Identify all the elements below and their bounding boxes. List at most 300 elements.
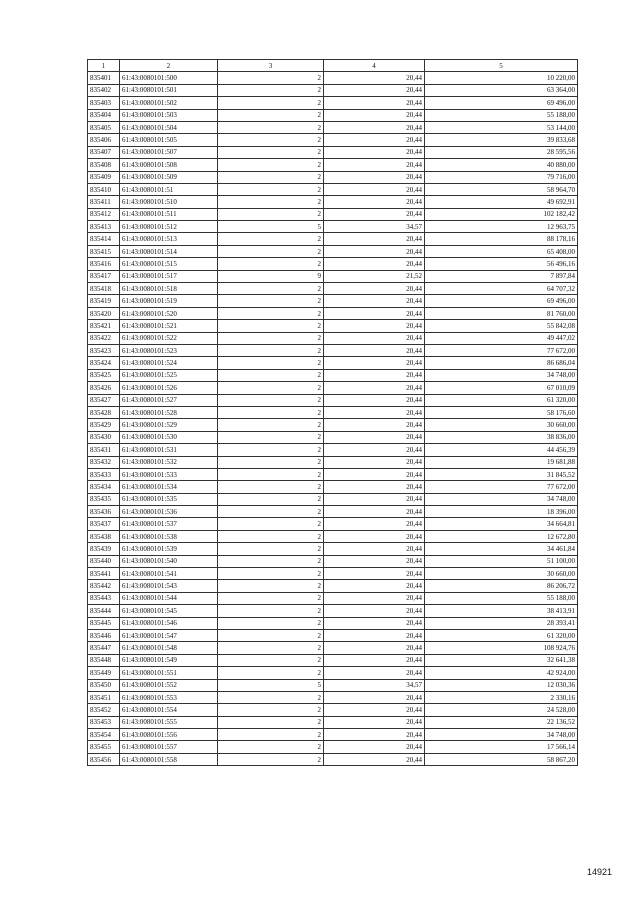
category-cell: 2 bbox=[218, 543, 324, 555]
cadastral-number-cell: 61:43:0080101:545 bbox=[120, 605, 218, 617]
rate-cell: 20,44 bbox=[324, 357, 425, 369]
rate-cell: 20,44 bbox=[324, 468, 425, 480]
row-number-cell: 835440 bbox=[88, 555, 120, 567]
value-cell: 39 833,68 bbox=[425, 134, 578, 146]
value-cell: 51 100,00 bbox=[425, 555, 578, 567]
cadastral-number-cell: 61:43:0080101:541 bbox=[120, 568, 218, 580]
table-row bbox=[88, 654, 578, 666]
cadastral-number-cell: 61:43:0080101:543 bbox=[120, 580, 218, 592]
category-cell: 2 bbox=[218, 704, 324, 716]
table-body bbox=[88, 72, 578, 766]
table-row bbox=[88, 729, 578, 741]
table-row bbox=[88, 159, 578, 171]
table-row bbox=[88, 617, 578, 629]
row-number-cell: 835447 bbox=[88, 642, 120, 654]
rate-cell: 20,44 bbox=[324, 704, 425, 716]
category-cell: 2 bbox=[218, 109, 324, 121]
category-cell: 2 bbox=[218, 481, 324, 493]
table-row bbox=[88, 704, 578, 716]
rate-cell: 20,44 bbox=[324, 729, 425, 741]
value-cell: 12 963,75 bbox=[425, 221, 578, 233]
table-row bbox=[88, 518, 578, 530]
value-cell: 61 320,00 bbox=[425, 394, 578, 406]
cadastral-number-cell: 61:43:0080101:552 bbox=[120, 679, 218, 691]
table-row bbox=[88, 530, 578, 542]
table-row bbox=[88, 753, 578, 765]
cadastral-number-cell: 61:43:0080101:515 bbox=[120, 258, 218, 270]
rate-cell: 20,44 bbox=[324, 642, 425, 654]
row-number-cell: 835437 bbox=[88, 518, 120, 530]
category-cell: 2 bbox=[218, 121, 324, 133]
rate-cell: 20,44 bbox=[324, 741, 425, 753]
category-cell: 2 bbox=[218, 580, 324, 592]
value-cell: 34 748,00 bbox=[425, 493, 578, 505]
row-number-cell: 835421 bbox=[88, 320, 120, 332]
row-number-cell: 835403 bbox=[88, 97, 120, 109]
rate-cell: 20,44 bbox=[324, 592, 425, 604]
value-cell: 61 320,00 bbox=[425, 629, 578, 641]
value-cell: 22 136,52 bbox=[425, 716, 578, 728]
rate-cell: 20,44 bbox=[324, 629, 425, 641]
cadastral-number-cell: 61:43:0080101:522 bbox=[120, 332, 218, 344]
table-row bbox=[88, 679, 578, 691]
rate-cell: 20,44 bbox=[324, 394, 425, 406]
rate-cell: 20,44 bbox=[324, 295, 425, 307]
category-cell: 2 bbox=[218, 84, 324, 96]
value-cell: 30 660,00 bbox=[425, 568, 578, 580]
table-row bbox=[88, 196, 578, 208]
cadastral-number-cell: 61:43:0080101:525 bbox=[120, 369, 218, 381]
rate-cell: 20,44 bbox=[324, 171, 425, 183]
value-cell: 24 528,00 bbox=[425, 704, 578, 716]
table-row bbox=[88, 221, 578, 233]
value-cell: 79 716,00 bbox=[425, 171, 578, 183]
value-cell: 34 748,00 bbox=[425, 369, 578, 381]
cadastral-number-cell: 61:43:0080101:518 bbox=[120, 283, 218, 295]
table-row bbox=[88, 419, 578, 431]
row-number-cell: 835419 bbox=[88, 295, 120, 307]
category-cell: 2 bbox=[218, 617, 324, 629]
rate-cell: 20,44 bbox=[324, 654, 425, 666]
cadastral-number-cell: 61:43:0080101:527 bbox=[120, 394, 218, 406]
cadastral-number-cell: 61:43:0080101:513 bbox=[120, 233, 218, 245]
rate-cell: 20,44 bbox=[324, 753, 425, 765]
category-cell: 2 bbox=[218, 605, 324, 617]
category-cell: 2 bbox=[218, 456, 324, 468]
value-cell: 88 178,16 bbox=[425, 233, 578, 245]
category-cell: 2 bbox=[218, 72, 324, 84]
cadastral-number-cell: 61:43:0080101:523 bbox=[120, 344, 218, 356]
category-cell: 2 bbox=[218, 97, 324, 109]
value-cell: 42 924,00 bbox=[425, 667, 578, 679]
category-cell: 2 bbox=[218, 729, 324, 741]
data-table bbox=[87, 59, 578, 766]
value-cell: 30 660,00 bbox=[425, 419, 578, 431]
value-cell: 58 867,20 bbox=[425, 753, 578, 765]
cadastral-number-cell: 61:43:0080101:524 bbox=[120, 357, 218, 369]
cadastral-number-cell: 61:43:0080101:511 bbox=[120, 208, 218, 220]
value-cell: 69 496,00 bbox=[425, 295, 578, 307]
column-header: 3 bbox=[218, 60, 324, 72]
category-cell: 2 bbox=[218, 431, 324, 443]
rate-cell: 20,44 bbox=[324, 109, 425, 121]
table-row bbox=[88, 183, 578, 195]
rate-cell: 20,44 bbox=[324, 344, 425, 356]
row-number-cell: 835449 bbox=[88, 667, 120, 679]
table-row bbox=[88, 84, 578, 96]
value-cell: 58 964,70 bbox=[425, 183, 578, 195]
rate-cell: 20,44 bbox=[324, 121, 425, 133]
category-cell: 2 bbox=[218, 382, 324, 394]
cadastral-number-cell: 61:43:0080101:548 bbox=[120, 642, 218, 654]
cadastral-number-cell: 61:43:0080101:535 bbox=[120, 493, 218, 505]
cadastral-number-cell: 61:43:0080101:546 bbox=[120, 617, 218, 629]
column-header: 4 bbox=[324, 60, 425, 72]
value-cell: 28 595,56 bbox=[425, 146, 578, 158]
table-row bbox=[88, 431, 578, 443]
cadastral-number-cell: 61:43:0080101:512 bbox=[120, 221, 218, 233]
category-cell: 2 bbox=[218, 159, 324, 171]
rate-cell: 20,44 bbox=[324, 406, 425, 418]
value-cell: 67 010,09 bbox=[425, 382, 578, 394]
category-cell: 2 bbox=[218, 741, 324, 753]
table-row bbox=[88, 134, 578, 146]
table-row bbox=[88, 344, 578, 356]
value-cell: 40 880,00 bbox=[425, 159, 578, 171]
table-row bbox=[88, 394, 578, 406]
table-row bbox=[88, 320, 578, 332]
category-cell: 9 bbox=[218, 270, 324, 282]
row-number-cell: 835426 bbox=[88, 382, 120, 394]
category-cell: 2 bbox=[218, 357, 324, 369]
row-number-cell: 835454 bbox=[88, 729, 120, 741]
category-cell: 2 bbox=[218, 146, 324, 158]
value-cell: 34 664,81 bbox=[425, 518, 578, 530]
row-number-cell: 835420 bbox=[88, 307, 120, 319]
category-cell: 2 bbox=[218, 406, 324, 418]
row-number-cell: 835451 bbox=[88, 691, 120, 703]
row-number-cell: 835411 bbox=[88, 196, 120, 208]
value-cell: 58 176,60 bbox=[425, 406, 578, 418]
table-row bbox=[88, 555, 578, 567]
value-cell: 56 496,16 bbox=[425, 258, 578, 270]
table-row bbox=[88, 97, 578, 109]
row-number-cell: 835455 bbox=[88, 741, 120, 753]
table-row bbox=[88, 456, 578, 468]
value-cell: 86 206,72 bbox=[425, 580, 578, 592]
value-cell: 18 396,00 bbox=[425, 506, 578, 518]
value-cell: 34 461,84 bbox=[425, 543, 578, 555]
category-cell: 2 bbox=[218, 753, 324, 765]
table-row bbox=[88, 332, 578, 344]
row-number-cell: 835427 bbox=[88, 394, 120, 406]
cadastral-number-cell: 61:43:0080101:505 bbox=[120, 134, 218, 146]
value-cell: 77 672,00 bbox=[425, 344, 578, 356]
category-cell: 2 bbox=[218, 568, 324, 580]
row-number-cell: 835406 bbox=[88, 134, 120, 146]
row-number-cell: 835423 bbox=[88, 344, 120, 356]
cadastral-number-cell: 61:43:0080101:526 bbox=[120, 382, 218, 394]
cadastral-number-cell: 61:43:0080101:500 bbox=[120, 72, 218, 84]
value-cell: 38 413,91 bbox=[425, 605, 578, 617]
table-row bbox=[88, 307, 578, 319]
table-row bbox=[88, 741, 578, 753]
rate-cell: 20,44 bbox=[324, 543, 425, 555]
cadastral-number-cell: 61:43:0080101:514 bbox=[120, 245, 218, 257]
column-header: 2 bbox=[120, 60, 218, 72]
category-cell: 2 bbox=[218, 394, 324, 406]
row-number-cell: 835435 bbox=[88, 493, 120, 505]
cadastral-number-cell: 61:43:0080101:553 bbox=[120, 691, 218, 703]
table-row bbox=[88, 295, 578, 307]
category-cell: 2 bbox=[218, 183, 324, 195]
cadastral-number-cell: 61:43:0080101:530 bbox=[120, 431, 218, 443]
category-cell: 2 bbox=[218, 642, 324, 654]
category-cell: 5 bbox=[218, 221, 324, 233]
value-cell: 49 692,91 bbox=[425, 196, 578, 208]
table-row bbox=[88, 506, 578, 518]
cadastral-number-cell: 61:43:0080101:531 bbox=[120, 444, 218, 456]
cadastral-number-cell: 61:43:0080101:536 bbox=[120, 506, 218, 518]
category-cell: 2 bbox=[218, 468, 324, 480]
rate-cell: 20,44 bbox=[324, 84, 425, 96]
rate-cell: 20,44 bbox=[324, 208, 425, 220]
category-cell: 2 bbox=[218, 369, 324, 381]
category-cell: 2 bbox=[218, 530, 324, 542]
row-number-cell: 835418 bbox=[88, 283, 120, 295]
table-row bbox=[88, 543, 578, 555]
cadastral-number-cell: 61:43:0080101:503 bbox=[120, 109, 218, 121]
cadastral-number-cell: 61:43:0080101:502 bbox=[120, 97, 218, 109]
table-row bbox=[88, 109, 578, 121]
cadastral-number-cell: 61:43:0080101:539 bbox=[120, 543, 218, 555]
category-cell: 2 bbox=[218, 493, 324, 505]
row-number-cell: 835456 bbox=[88, 753, 120, 765]
value-cell: 44 456,39 bbox=[425, 444, 578, 456]
value-cell: 55 188,00 bbox=[425, 592, 578, 604]
value-cell: 19 681,88 bbox=[425, 456, 578, 468]
table-row bbox=[88, 208, 578, 220]
column-header: 5 bbox=[425, 60, 578, 72]
table-row bbox=[88, 382, 578, 394]
rate-cell: 20,44 bbox=[324, 530, 425, 542]
rate-cell: 20,44 bbox=[324, 518, 425, 530]
rate-cell: 20,44 bbox=[324, 444, 425, 456]
value-cell: 108 924,76 bbox=[425, 642, 578, 654]
table-row bbox=[88, 605, 578, 617]
row-number-cell: 835417 bbox=[88, 270, 120, 282]
value-cell: 69 496,00 bbox=[425, 97, 578, 109]
category-cell: 2 bbox=[218, 555, 324, 567]
table-row bbox=[88, 580, 578, 592]
column-header: 1 bbox=[88, 60, 120, 72]
cadastral-number-cell: 61:43:0080101:534 bbox=[120, 481, 218, 493]
header-row bbox=[88, 60, 578, 72]
cadastral-number-cell: 61:43:0080101:528 bbox=[120, 406, 218, 418]
row-number-cell: 835441 bbox=[88, 568, 120, 580]
table-row bbox=[88, 72, 578, 84]
value-cell: 86 686,04 bbox=[425, 357, 578, 369]
category-cell: 2 bbox=[218, 654, 324, 666]
row-number-cell: 835430 bbox=[88, 431, 120, 443]
cadastral-number-cell: 61:43:0080101:510 bbox=[120, 196, 218, 208]
cadastral-number-cell: 61:43:0080101:549 bbox=[120, 654, 218, 666]
rate-cell: 20,44 bbox=[324, 283, 425, 295]
row-number-cell: 835453 bbox=[88, 716, 120, 728]
table-row bbox=[88, 258, 578, 270]
row-number-cell: 835425 bbox=[88, 369, 120, 381]
table-row bbox=[88, 406, 578, 418]
table-row bbox=[88, 357, 578, 369]
row-number-cell: 835402 bbox=[88, 84, 120, 96]
value-cell: 17 566,14 bbox=[425, 741, 578, 753]
cadastral-number-cell: 61:43:0080101:520 bbox=[120, 307, 218, 319]
row-number-cell: 835407 bbox=[88, 146, 120, 158]
category-cell: 2 bbox=[218, 667, 324, 679]
cadastral-number-cell: 61:43:0080101:501 bbox=[120, 84, 218, 96]
rate-cell: 20,44 bbox=[324, 134, 425, 146]
table-row bbox=[88, 481, 578, 493]
table-row bbox=[88, 592, 578, 604]
rate-cell: 20,44 bbox=[324, 72, 425, 84]
category-cell: 2 bbox=[218, 592, 324, 604]
table-row bbox=[88, 171, 578, 183]
rate-cell: 20,44 bbox=[324, 245, 425, 257]
cadastral-number-cell: 61:43:0080101:521 bbox=[120, 320, 218, 332]
row-number-cell: 835408 bbox=[88, 159, 120, 171]
row-number-cell: 835431 bbox=[88, 444, 120, 456]
value-cell: 34 748,00 bbox=[425, 729, 578, 741]
rate-cell: 20,44 bbox=[324, 568, 425, 580]
value-cell: 28 393,41 bbox=[425, 617, 578, 629]
row-number-cell: 835405 bbox=[88, 121, 120, 133]
category-cell: 2 bbox=[218, 196, 324, 208]
row-number-cell: 835448 bbox=[88, 654, 120, 666]
rate-cell: 20,44 bbox=[324, 320, 425, 332]
table-row bbox=[88, 233, 578, 245]
row-number-cell: 835439 bbox=[88, 543, 120, 555]
category-cell: 2 bbox=[218, 208, 324, 220]
table-row bbox=[88, 716, 578, 728]
cadastral-number-cell: 61:43:0080101:504 bbox=[120, 121, 218, 133]
row-number-cell: 835444 bbox=[88, 605, 120, 617]
row-number-cell: 835438 bbox=[88, 530, 120, 542]
table-header bbox=[88, 60, 578, 72]
category-cell: 2 bbox=[218, 171, 324, 183]
rate-cell: 20,44 bbox=[324, 456, 425, 468]
category-cell: 2 bbox=[218, 716, 324, 728]
cadastral-number-cell: 61:43:0080101:529 bbox=[120, 419, 218, 431]
row-number-cell: 835422 bbox=[88, 332, 120, 344]
table-row bbox=[88, 121, 578, 133]
value-cell: 55 842,08 bbox=[425, 320, 578, 332]
table-row bbox=[88, 629, 578, 641]
cadastral-number-cell: 61:43:0080101:556 bbox=[120, 729, 218, 741]
cadastral-number-cell: 61:43:0080101:538 bbox=[120, 530, 218, 542]
cadastral-number-cell: 61:43:0080101:519 bbox=[120, 295, 218, 307]
value-cell: 31 845,52 bbox=[425, 468, 578, 480]
table-row bbox=[88, 444, 578, 456]
rate-cell: 20,44 bbox=[324, 617, 425, 629]
rate-cell: 34,57 bbox=[324, 679, 425, 691]
row-number-cell: 835415 bbox=[88, 245, 120, 257]
value-cell: 65 408,00 bbox=[425, 245, 578, 257]
cadastral-number-cell: 61:43:0080101:517 bbox=[120, 270, 218, 282]
cadastral-number-cell: 61:43:0080101:537 bbox=[120, 518, 218, 530]
category-cell: 2 bbox=[218, 506, 324, 518]
rate-cell: 20,44 bbox=[324, 691, 425, 703]
rate-cell: 20,44 bbox=[324, 369, 425, 381]
rate-cell: 20,44 bbox=[324, 580, 425, 592]
table-row bbox=[88, 642, 578, 654]
row-number-cell: 835450 bbox=[88, 679, 120, 691]
rate-cell: 20,44 bbox=[324, 233, 425, 245]
rate-cell: 20,44 bbox=[324, 196, 425, 208]
value-cell: 38 836,00 bbox=[425, 431, 578, 443]
row-number-cell: 835410 bbox=[88, 183, 120, 195]
cadastral-number-cell: 61:43:0080101:533 bbox=[120, 468, 218, 480]
cadastral-number-cell: 61:43:0080101:551 bbox=[120, 667, 218, 679]
row-number-cell: 835414 bbox=[88, 233, 120, 245]
cadastral-number-cell: 61:43:0080101:555 bbox=[120, 716, 218, 728]
cadastral-number-cell: 61:43:0080101:554 bbox=[120, 704, 218, 716]
category-cell: 2 bbox=[218, 629, 324, 641]
category-cell: 2 bbox=[218, 134, 324, 146]
category-cell: 2 bbox=[218, 518, 324, 530]
cadastral-number-cell: 61:43:0080101:558 bbox=[120, 753, 218, 765]
table-row bbox=[88, 283, 578, 295]
row-number-cell: 835424 bbox=[88, 357, 120, 369]
category-cell: 2 bbox=[218, 233, 324, 245]
cadastral-number-cell: 61:43:0080101:508 bbox=[120, 159, 218, 171]
cadastral-number-cell: 61:43:0080101:532 bbox=[120, 456, 218, 468]
table-row bbox=[88, 568, 578, 580]
table-row bbox=[88, 369, 578, 381]
row-number-cell: 835442 bbox=[88, 580, 120, 592]
value-cell: 64 707,32 bbox=[425, 283, 578, 295]
category-cell: 2 bbox=[218, 344, 324, 356]
rate-cell: 20,44 bbox=[324, 431, 425, 443]
category-cell: 2 bbox=[218, 320, 324, 332]
category-cell: 2 bbox=[218, 258, 324, 270]
rate-cell: 20,44 bbox=[324, 419, 425, 431]
category-cell: 2 bbox=[218, 419, 324, 431]
page-number: 14921 bbox=[586, 867, 612, 877]
category-cell: 2 bbox=[218, 444, 324, 456]
rate-cell: 20,44 bbox=[324, 667, 425, 679]
cadastral-number-cell: 61:43:0080101:544 bbox=[120, 592, 218, 604]
cadastral-number-cell: 61:43:0080101:540 bbox=[120, 555, 218, 567]
rate-cell: 21,52 bbox=[324, 270, 425, 282]
table-row bbox=[88, 667, 578, 679]
rate-cell: 20,44 bbox=[324, 307, 425, 319]
category-cell: 2 bbox=[218, 283, 324, 295]
rate-cell: 20,44 bbox=[324, 159, 425, 171]
cadastral-number-cell: 61:43:0080101:557 bbox=[120, 741, 218, 753]
value-cell: 102 182,42 bbox=[425, 208, 578, 220]
row-number-cell: 835413 bbox=[88, 221, 120, 233]
cadastral-number-cell: 61:43:0080101:509 bbox=[120, 171, 218, 183]
value-cell: 7 897,84 bbox=[425, 270, 578, 282]
value-cell: 77 672,00 bbox=[425, 481, 578, 493]
row-number-cell: 835443 bbox=[88, 592, 120, 604]
value-cell: 81 760,00 bbox=[425, 307, 578, 319]
row-number-cell: 835432 bbox=[88, 456, 120, 468]
row-number-cell: 835436 bbox=[88, 506, 120, 518]
row-number-cell: 835409 bbox=[88, 171, 120, 183]
cadastral-number-cell: 61:43:0080101:547 bbox=[120, 629, 218, 641]
category-cell: 5 bbox=[218, 679, 324, 691]
